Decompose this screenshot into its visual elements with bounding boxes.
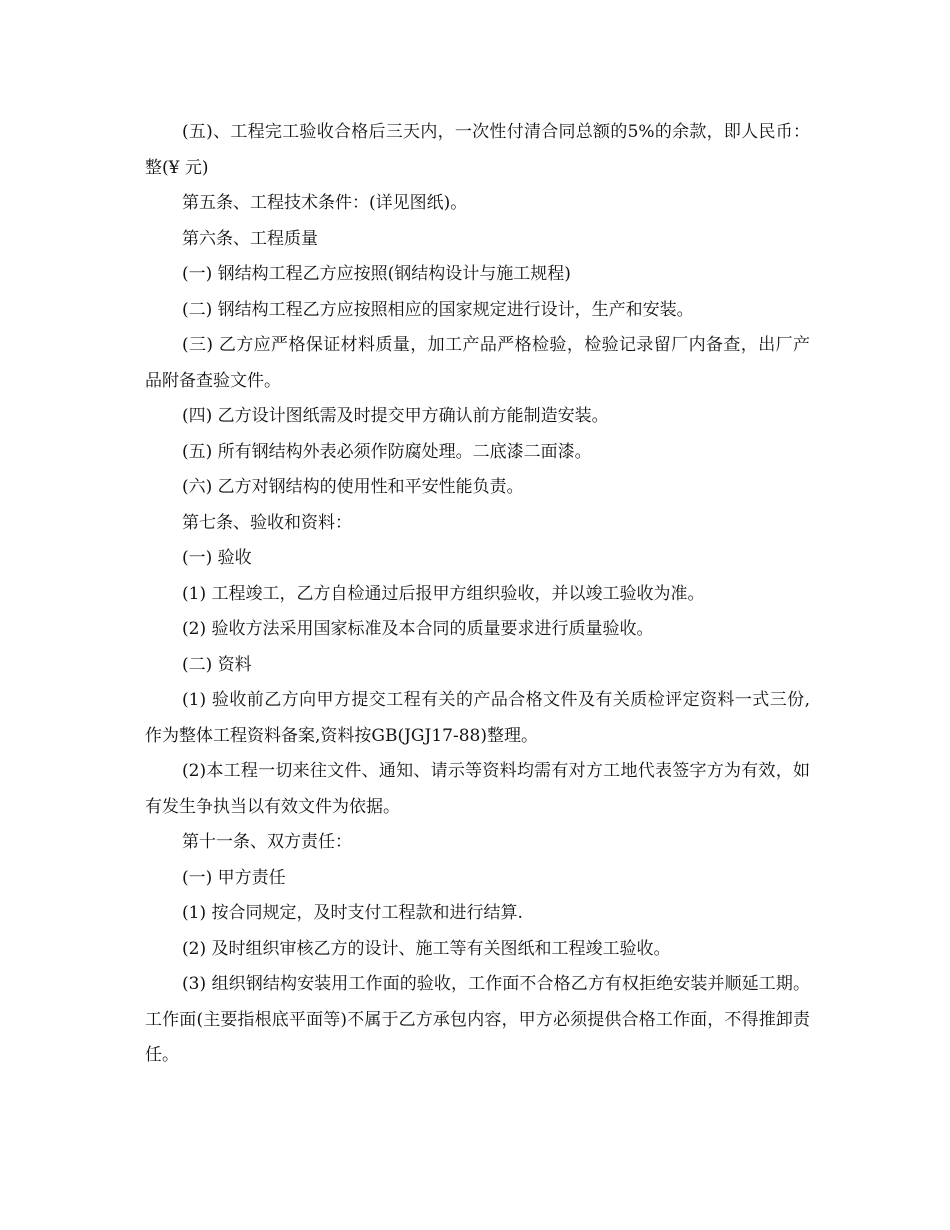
- paragraph-acceptance: (一) 验收: [182, 548, 252, 568]
- paragraph-materials-2: (2)本工程一切来往文件、通知、请示等资料均需有对方工地代表签字方为有效，如有发生争执当以有效文件为依据。: [145, 761, 810, 817]
- paragraph-acceptance-1: (1) 工程竣工，乙方自检通过后报甲方组织验收，并以竣工验收为准。: [182, 583, 705, 604]
- paragraph-party-a-duty-1: (1) 按合同规定，及时支付工程款和进行结算.: [182, 903, 523, 923]
- paragraph-party-a-duty-3: (3) 组织钢结构安装用工作面的验收，工作面不合格乙方有权拒绝安装并顺延工期。工作面(主要指根底平面等)不属于乙方承包内容，甲方必须提供合格工作面，不得推卸责任。: [145, 974, 810, 1065]
- paragraph-acceptance-2: (2) 验收方法采用国家标准及本合同的质量要求进行质量验收。: [182, 619, 654, 639]
- document-body: [145, 115, 810, 1074]
- paragraph-article-11: 第十一条、双方责任：: [182, 832, 352, 852]
- paragraph-article-5: 第五条、工程技术条件：(详见图纸)。: [182, 193, 468, 213]
- paragraph-payment-balance: (五)、工程完工验收合格后三天内，一次性付清合同总额的5%的余款，即人民币： 整(¥ 元): [145, 122, 810, 178]
- paragraph-party-a-duty: (一) 甲方责任: [182, 867, 286, 888]
- paragraph-materials-1: (1) 验收前乙方向甲方提交工程有关的产品合格文件及有关质检评定资料一式三份,作为整体工程资料备案,资料按GB(JGJ17-88)整理。: [145, 690, 810, 746]
- paragraph-article-7: 第七条、验收和资料：: [182, 512, 352, 533]
- paragraph-party-a-duty-2: (2) 及时组织审核乙方的设计、施工等有关图纸和工程竣工验收。: [182, 938, 671, 959]
- paragraph-quality-4: (四) 乙方设计图纸需及时提交甲方确认前方能制造安装。: [182, 406, 609, 426]
- paragraph-article-6: 第六条、工程质量: [182, 228, 318, 249]
- paragraph-quality-2: (二) 钢结构工程乙方应按照相应的国家规定进行设计，生产和安装。: [182, 299, 694, 320]
- paragraph-materials: (二) 资料: [182, 654, 252, 675]
- paragraph-quality-6: (六) 乙方对钢结构的使用性和平安性能负责。: [182, 477, 524, 497]
- paragraph-quality-3: (三) 乙方应严格保证材料质量，加工产品严格检验，检验记录留厂内备查，出厂产品附备查验文件。: [145, 335, 810, 391]
- paragraph-quality-1: (一) 钢结构工程乙方应按照(钢结构设计与施工规程): [182, 264, 571, 284]
- paragraph-quality-5: (五) 所有钢结构外表必须作防腐处理。二底漆二面漆。: [182, 441, 592, 462]
